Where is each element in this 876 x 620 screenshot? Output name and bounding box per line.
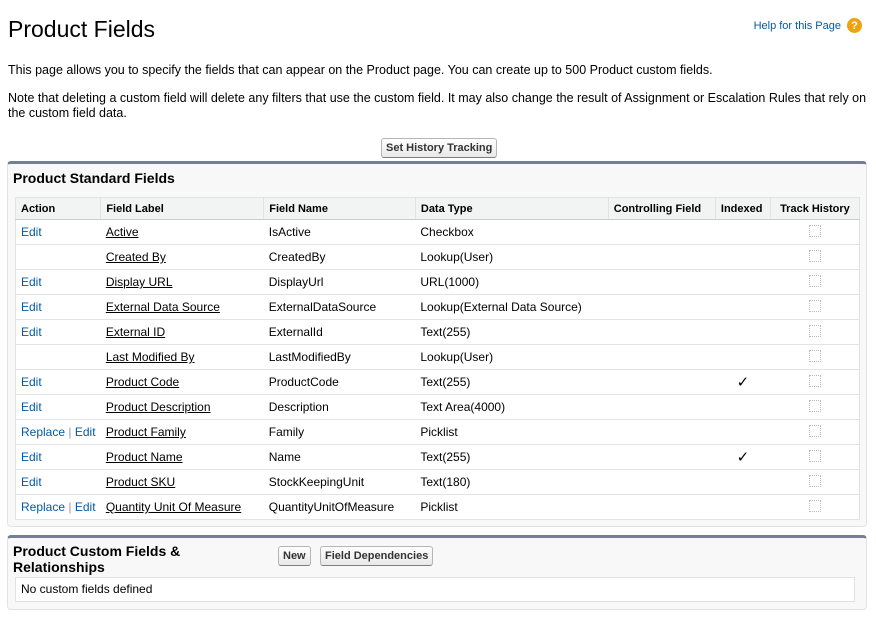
table-row <box>16 445 860 470</box>
custom-fields-section <box>7 535 867 610</box>
column-header: Controlling Field <box>608 198 715 220</box>
action-cell <box>16 270 101 295</box>
separator: | <box>68 500 72 514</box>
track-history-checkbox <box>809 225 821 237</box>
track-history-cell <box>770 420 859 445</box>
field-label-link[interactable]: Product SKU <box>105 475 176 489</box>
table-row <box>16 245 860 270</box>
field-name: CreatedBy <box>264 245 416 270</box>
page-title: Product Fields <box>8 16 156 42</box>
standard-fields-table <box>15 197 860 520</box>
field-name: Family <box>264 420 416 445</box>
field-name: Name <box>264 445 416 470</box>
field-label-link[interactable]: Product Family <box>105 425 186 439</box>
action-cell <box>16 295 101 320</box>
indexed-cell <box>715 495 770 520</box>
column-header: Field Name <box>264 198 416 220</box>
action-cell <box>16 245 101 270</box>
field-label-link[interactable]: Product Code <box>105 375 180 389</box>
column-header: Field Label <box>101 198 264 220</box>
data-type: Text(255) <box>415 370 608 395</box>
data-type: Text(180) <box>415 470 608 495</box>
controlling-field <box>608 370 715 395</box>
controlling-field <box>608 420 715 445</box>
track-history-cell <box>770 345 859 370</box>
edit-link[interactable]: Edit <box>74 425 96 439</box>
table-row <box>16 495 860 520</box>
indexed-cell <box>715 420 770 445</box>
track-history-cell <box>770 245 859 270</box>
indexed-cell <box>715 470 770 495</box>
new-button[interactable]: New <box>278 546 311 566</box>
checkmark-icon: ✓ <box>736 374 750 391</box>
data-type: Text(255) <box>415 445 608 470</box>
table-row <box>16 270 860 295</box>
indexed-cell <box>715 220 770 245</box>
indexed-cell <box>715 395 770 420</box>
data-type: URL(1000) <box>415 270 608 295</box>
field-dependencies-button[interactable]: Field Dependencies <box>320 546 433 566</box>
edit-link[interactable]: Edit <box>21 300 42 314</box>
edit-link[interactable]: Edit <box>21 400 42 414</box>
data-type: Lookup(User) <box>415 245 608 270</box>
field-name: StockKeepingUnit <box>264 470 416 495</box>
controlling-field <box>608 245 715 270</box>
track-history-cell <box>770 370 859 395</box>
column-header: Data Type <box>415 198 608 220</box>
field-label-link[interactable]: Product Description <box>105 400 211 414</box>
field-name: IsActive <box>264 220 416 245</box>
data-type: Picklist <box>415 420 608 445</box>
controlling-field <box>608 270 715 295</box>
indexed-cell <box>715 445 770 470</box>
table-row <box>16 370 860 395</box>
track-history-cell <box>770 220 859 245</box>
data-type: Lookup(External Data Source) <box>415 295 608 320</box>
controlling-field <box>608 320 715 345</box>
track-history-checkbox <box>809 300 821 312</box>
action-cell <box>16 370 101 395</box>
track-history-cell <box>770 320 859 345</box>
field-label-link[interactable]: Product Name <box>105 450 183 464</box>
controlling-field <box>608 470 715 495</box>
field-name: ProductCode <box>264 370 416 395</box>
column-header: Indexed <box>715 198 770 220</box>
field-label-link[interactable]: Quantity Unit Of Measure <box>105 500 242 514</box>
field-name: ExternalId <box>264 320 416 345</box>
action-cell <box>16 395 101 420</box>
data-type: Text Area(4000) <box>415 395 608 420</box>
action-cell <box>16 420 101 445</box>
track-history-cell <box>770 295 859 320</box>
controlling-field <box>608 220 715 245</box>
field-label-link[interactable]: Created By <box>105 250 166 264</box>
field-name: ExternalDataSource <box>264 295 416 320</box>
track-history-checkbox <box>809 475 821 487</box>
track-history-cell <box>770 470 859 495</box>
track-history-checkbox <box>809 325 821 337</box>
data-type: Picklist <box>415 495 608 520</box>
checkmark-icon: ✓ <box>736 449 750 466</box>
section-title: Product Custom Fields & Relationships <box>13 543 181 575</box>
field-label-link[interactable]: Active <box>105 225 139 239</box>
edit-link[interactable]: Edit <box>21 275 42 289</box>
indexed-cell <box>715 245 770 270</box>
standard-fields-section <box>7 161 867 527</box>
edit-link[interactable]: Edit <box>21 225 42 239</box>
field-name: LastModifiedBy <box>264 345 416 370</box>
data-type: Checkbox <box>415 220 608 245</box>
indexed-cell <box>715 320 770 345</box>
action-cell <box>16 320 101 345</box>
intro-text: This page allows you to specify the fields that can appear on the Product page. You can create up to 500 Product custom fields. <box>8 63 713 77</box>
action-cell <box>16 470 101 495</box>
table-row <box>16 395 860 420</box>
track-history-cell <box>770 395 859 420</box>
field-label-link[interactable]: Last Modified By <box>105 350 195 364</box>
table-row <box>16 345 860 370</box>
empty-message: No custom fields defined <box>15 577 855 602</box>
field-name: DisplayUrl <box>264 270 416 295</box>
field-label-link[interactable]: External ID <box>105 325 166 339</box>
controlling-field <box>608 395 715 420</box>
field-label-link[interactable]: Display URL <box>105 275 173 289</box>
indexed-cell <box>715 295 770 320</box>
track-history-checkbox <box>809 425 821 437</box>
track-history-checkbox <box>809 250 821 262</box>
note-text: Note that deleting a custom field will delete any filters that use the custom field. It may also change the result of Assignment or Escalation Rules that rely on the custom field data. <box>8 91 867 120</box>
field-name: Description <box>264 395 416 420</box>
track-history-checkbox <box>809 450 821 462</box>
table-row <box>16 220 860 245</box>
table-row <box>16 470 860 495</box>
indexed-cell <box>715 270 770 295</box>
edit-link[interactable]: Edit <box>74 500 96 514</box>
track-history-checkbox <box>809 275 821 287</box>
column-header: Action <box>16 198 101 220</box>
controlling-field <box>608 495 715 520</box>
controlling-field <box>608 345 715 370</box>
help-icon[interactable]: ? <box>847 18 862 33</box>
edit-link[interactable]: Edit <box>21 475 42 489</box>
table-row <box>16 295 860 320</box>
column-header: Track History <box>770 198 859 220</box>
table-row <box>16 320 860 345</box>
action-cell <box>16 445 101 470</box>
indexed-cell <box>715 345 770 370</box>
edit-link[interactable]: Edit <box>21 325 42 339</box>
field-label-link[interactable]: External Data Source <box>105 300 220 314</box>
replace-link[interactable]: Replace <box>21 500 66 514</box>
edit-link[interactable]: Edit <box>21 375 42 389</box>
action-cell <box>16 220 101 245</box>
action-cell <box>16 345 101 370</box>
controlling-field <box>608 445 715 470</box>
track-history-cell <box>770 445 859 470</box>
controlling-field <box>608 295 715 320</box>
replace-link[interactable]: Replace <box>21 425 66 439</box>
track-history-checkbox <box>809 400 821 412</box>
track-history-checkbox <box>809 500 821 512</box>
track-history-checkbox <box>809 350 821 362</box>
separator: | <box>68 425 72 439</box>
section-title: Product Standard Fields <box>13 170 175 186</box>
track-history-checkbox <box>809 375 821 387</box>
field-name: QuantityUnitOfMeasure <box>264 495 416 520</box>
data-type: Text(255) <box>415 320 608 345</box>
edit-link[interactable]: Edit <box>21 450 42 464</box>
help-link-text[interactable]: Help for this Page <box>753 19 841 32</box>
help-link[interactable] <box>754 18 862 33</box>
table-row <box>16 420 860 445</box>
action-cell <box>16 495 101 520</box>
track-history-cell <box>770 495 859 520</box>
set-history-tracking-button[interactable]: Set History Tracking <box>381 138 497 158</box>
data-type: Lookup(User) <box>415 345 608 370</box>
indexed-cell <box>715 370 770 395</box>
track-history-cell <box>770 270 859 295</box>
